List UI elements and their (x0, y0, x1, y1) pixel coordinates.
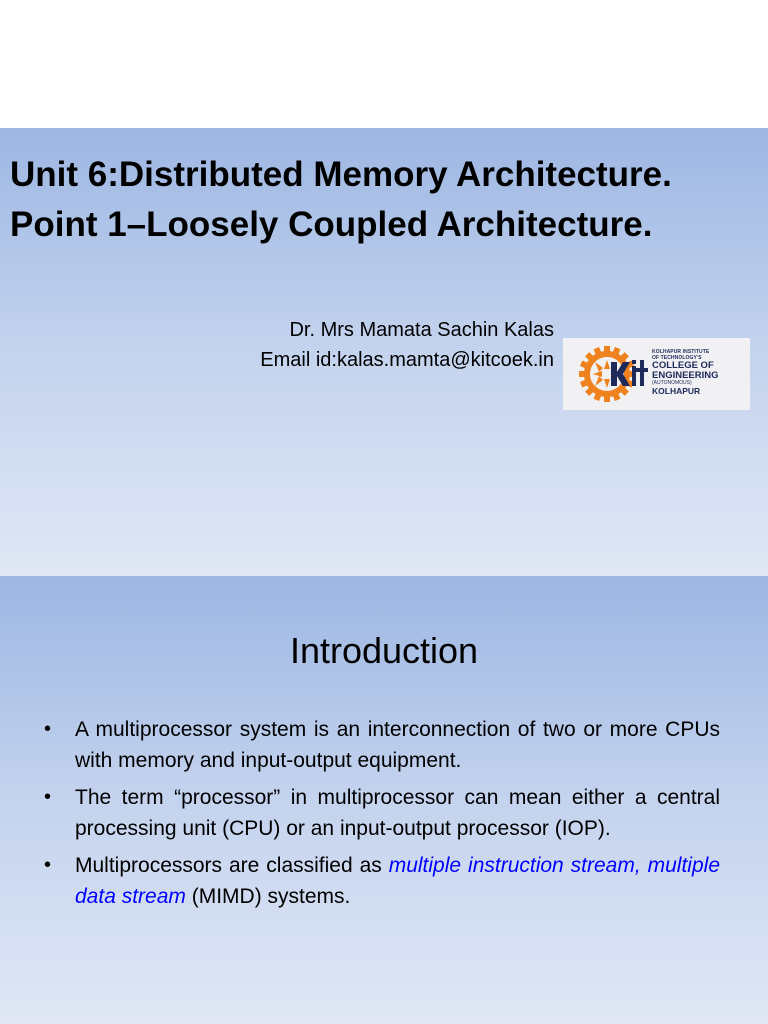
author-block (260, 315, 554, 375)
title-slide (0, 128, 768, 576)
bullet-text-before: Multiprocessors are classified as (75, 854, 389, 877)
list-item (44, 714, 720, 776)
list-item (44, 782, 720, 844)
logo-line-4: ENGINEERING (652, 369, 719, 381)
bullet-emphasis: multiple instruction stream, multiple data stream (75, 854, 720, 908)
bullet-text: The term “processor” in multiprocessor can mean either a central processing unit (CPU) or an input-output processor (IOP). (75, 786, 720, 840)
list-item (44, 850, 720, 912)
bullet-icon: • (44, 718, 52, 740)
logo-line-3: COLLEGE OF (652, 360, 714, 371)
slide-title (10, 150, 760, 250)
logo-line-1: KOLHAPUR INSTITUTE (652, 349, 710, 355)
bullet-text-after: (MIMD) systems. (185, 885, 351, 908)
kit-gear-logo-icon (577, 344, 651, 404)
logo-line-6: KOLHAPUR (652, 386, 701, 396)
author-name: Dr. Mrs Mamata Sachin Kalas (289, 319, 554, 341)
author-email: Email id:kalas.mamta@kitcoek.in (260, 349, 554, 371)
logo-line-2: OF TECHNOLOGY'S (652, 354, 702, 361)
college-logo (563, 338, 750, 410)
logo-text (652, 350, 748, 396)
introduction-slide (0, 576, 768, 1024)
bullet-icon: • (44, 786, 52, 808)
bullet-list (44, 714, 720, 918)
bullet-text: A multiprocessor system is an interconnection of two or more CPUs with memory and input-output equipment. (75, 718, 720, 772)
title-line-1: Unit 6:Distributed Memory Architecture. (10, 155, 672, 194)
title-line-2: Point 1–Loosely Coupled Architecture. (10, 205, 653, 244)
logo-line-5: (AUTONOMOUS) (652, 380, 692, 386)
slide-heading: Introduction (289, 630, 479, 671)
bullet-icon: • (44, 854, 52, 876)
